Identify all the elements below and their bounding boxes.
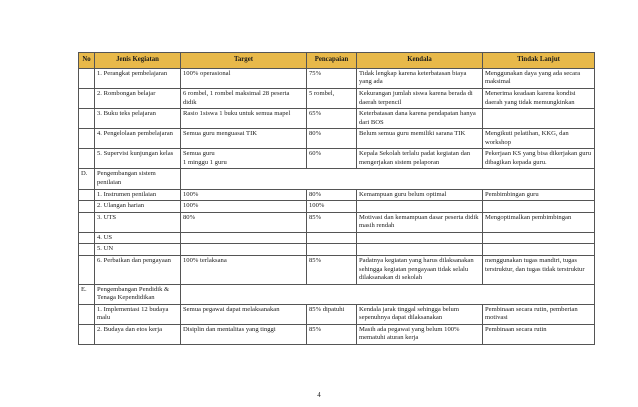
table-row — [79, 68, 595, 88]
cell-target: Semua guru 1 minggu 1 guru — [181, 149, 307, 169]
cell-tindak-lanjut: Pembinaan secara rutin — [483, 324, 595, 344]
header-jenis-kegiatan: Jenis Kegiatan — [95, 53, 181, 69]
cell-kendala: Kepala Sekolah terlalu padat kegiatan dan mengerjakan sistem pelaporan — [357, 149, 483, 169]
cell-no — [79, 244, 95, 256]
cell-jenis-kegiatan: 1. Instrumen penilaian — [95, 189, 181, 201]
header-target: Target — [181, 53, 307, 69]
cell-kendala — [357, 244, 483, 256]
section-row — [79, 169, 595, 189]
cell-pencapaian: 85% — [307, 255, 357, 284]
header-pencapaian: Pencapaian — [307, 53, 357, 69]
table-row — [79, 189, 595, 201]
table-row — [79, 244, 595, 256]
cell-kendala — [357, 201, 483, 213]
header-row — [79, 53, 595, 69]
cell-pencapaian — [307, 244, 357, 256]
cell-kendala: Tidak lengkap karena keterbatasan biaya yang ada — [357, 68, 483, 88]
cell-target: Semua guru menguasai TIK — [181, 129, 307, 149]
cell-jenis-kegiatan: 6. Perbaikan dan pengayaan — [95, 255, 181, 284]
cell-no — [79, 201, 95, 213]
cell-target: 80% — [181, 212, 307, 232]
section-title: Pengembangan sistem penilaian — [95, 169, 181, 189]
table-row — [79, 324, 595, 344]
cell-pencapaian: 85% — [307, 324, 357, 344]
table-row — [79, 109, 595, 129]
cell-pencapaian — [307, 232, 357, 244]
cell-tindak-lanjut: Menggunakan daya yang ada secara maksimal — [483, 68, 595, 88]
cell-target — [181, 244, 307, 256]
cell-kendala: Keterbatasan dana karena pendapatan hanya dari BOS — [357, 109, 483, 129]
cell-kendala: Belum semua guru memiliki sarana TIK — [357, 129, 483, 149]
cell-tindak-lanjut: menggunakan tugas mandiri, tugas terstruktur, dan tugas tidak terstruktur — [483, 255, 595, 284]
cell-jenis-kegiatan: 5. UN — [95, 244, 181, 256]
cell-jenis-kegiatan: 1. Implementasi 12 budaya malu — [95, 304, 181, 324]
cell-tindak-lanjut: Pembimbingan guru — [483, 189, 595, 201]
cell-tindak-lanjut: Menerima keadaan karena kondisi daerah yang tidak memungkinkan — [483, 88, 595, 108]
cell-no — [79, 304, 95, 324]
table-row — [79, 255, 595, 284]
section-row — [79, 284, 595, 304]
cell-target: Rasio 1siswa 1 buku untuk semua mapel — [181, 109, 307, 129]
table-row — [79, 201, 595, 213]
section-title: Pengembangan Pendidik & Tenaga Kependidikan — [95, 284, 181, 304]
table-row — [79, 149, 595, 169]
cell-no — [79, 255, 95, 284]
cell-jenis-kegiatan: 4. Pengelolaan pembelajaran — [95, 129, 181, 149]
cell-tindak-lanjut — [483, 109, 595, 129]
cell-target: Semua pegawai dapat melaksanakan — [181, 304, 307, 324]
cell-target: 100% terlaksana — [181, 255, 307, 284]
cell-tindak-lanjut — [483, 232, 595, 244]
cell-no — [79, 232, 95, 244]
cell-no — [79, 189, 95, 201]
cell-no — [79, 88, 95, 108]
cell-jenis-kegiatan: 1. Perangkat pembelajaran — [95, 68, 181, 88]
cell-jenis-kegiatan: 5. Supervisi kunjungan kelas — [95, 149, 181, 169]
section-empty — [181, 284, 595, 304]
cell-kendala — [357, 232, 483, 244]
table-body — [79, 68, 595, 344]
cell-no — [79, 324, 95, 344]
cell-tindak-lanjut: Mengikuti pelatihan, KKG, dan workshop — [483, 129, 595, 149]
cell-kendala: Kemampuan guru belum optimal — [357, 189, 483, 201]
cell-target: 100% operasional — [181, 68, 307, 88]
cell-pencapaian: 60% — [307, 149, 357, 169]
section-empty — [181, 169, 595, 189]
section-number: E. — [79, 284, 95, 304]
cell-jenis-kegiatan: 4. US — [95, 232, 181, 244]
cell-target: 6 rombel, 1 rombel maksimal 28 peserta didik — [181, 88, 307, 108]
cell-target: 100% — [181, 189, 307, 201]
cell-no — [79, 109, 95, 129]
header-no: No — [79, 53, 95, 69]
cell-tindak-lanjut: Pekerjaan KS yang bisa dikerjakan guru dibagikan kepada guru. — [483, 149, 595, 169]
report-table — [78, 52, 595, 345]
cell-jenis-kegiatan: 3. UTS — [95, 212, 181, 232]
cell-pencapaian: 65% — [307, 109, 357, 129]
section-number: D. — [79, 169, 95, 189]
cell-pencapaian: 80% — [307, 129, 357, 149]
header-tindak-lanjut: Tindak Lanjut — [483, 53, 595, 69]
cell-tindak-lanjut — [483, 244, 595, 256]
table-row — [79, 129, 595, 149]
cell-target: Disiplin dan mentalitas yang tinggi — [181, 324, 307, 344]
cell-kendala: Motivasi dan kemampuan dasar peserta didik masih rendah — [357, 212, 483, 232]
table-row — [79, 304, 595, 324]
cell-pencapaian: 80% — [307, 189, 357, 201]
cell-pencapaian: 85% — [307, 212, 357, 232]
cell-kendala: Kendala jarak tinggal sehingga belum sepenuhnya dapat dilaksanakan — [357, 304, 483, 324]
cell-pencapaian: 75% — [307, 68, 357, 88]
cell-pencapaian: 85% dipatuhi — [307, 304, 357, 324]
cell-pencapaian: 100% — [307, 201, 357, 213]
cell-target — [181, 232, 307, 244]
cell-kendala: Masih ada pegawai yang belum 100% mematuhi aturan kerja — [357, 324, 483, 344]
cell-jenis-kegiatan: 2. Rombongan belajar — [95, 88, 181, 108]
cell-jenis-kegiatan: 3. Buku teks pelajaran — [95, 109, 181, 129]
table-row — [79, 232, 595, 244]
cell-target: 100% — [181, 201, 307, 213]
cell-tindak-lanjut: Pembinaan secara rutin, pemberian motivasi — [483, 304, 595, 324]
header-kendala: Kendala — [357, 53, 483, 69]
cell-no — [79, 212, 95, 232]
page-number: 4 — [317, 391, 321, 399]
table-row — [79, 88, 595, 108]
cell-no — [79, 129, 95, 149]
cell-tindak-lanjut — [483, 201, 595, 213]
cell-pencapaian: 5 rombel, — [307, 88, 357, 108]
cell-tindak-lanjut: Mengoptimalkan pembimbingan — [483, 212, 595, 232]
table-row — [79, 212, 595, 232]
cell-no — [79, 68, 95, 88]
cell-jenis-kegiatan: 2. Budaya dan etos kerja — [95, 324, 181, 344]
cell-kendala: Padatnya kegiatan yang harus dilaksanakan sehingga kegiatan pengayaan tidak selalu dilaksanakan di sekolah — [357, 255, 483, 284]
cell-no — [79, 149, 95, 169]
cell-kendala: Kekurangan jumlah siswa karena berada di daerah terpencil — [357, 88, 483, 108]
cell-jenis-kegiatan: 2. Ulangan harian — [95, 201, 181, 213]
